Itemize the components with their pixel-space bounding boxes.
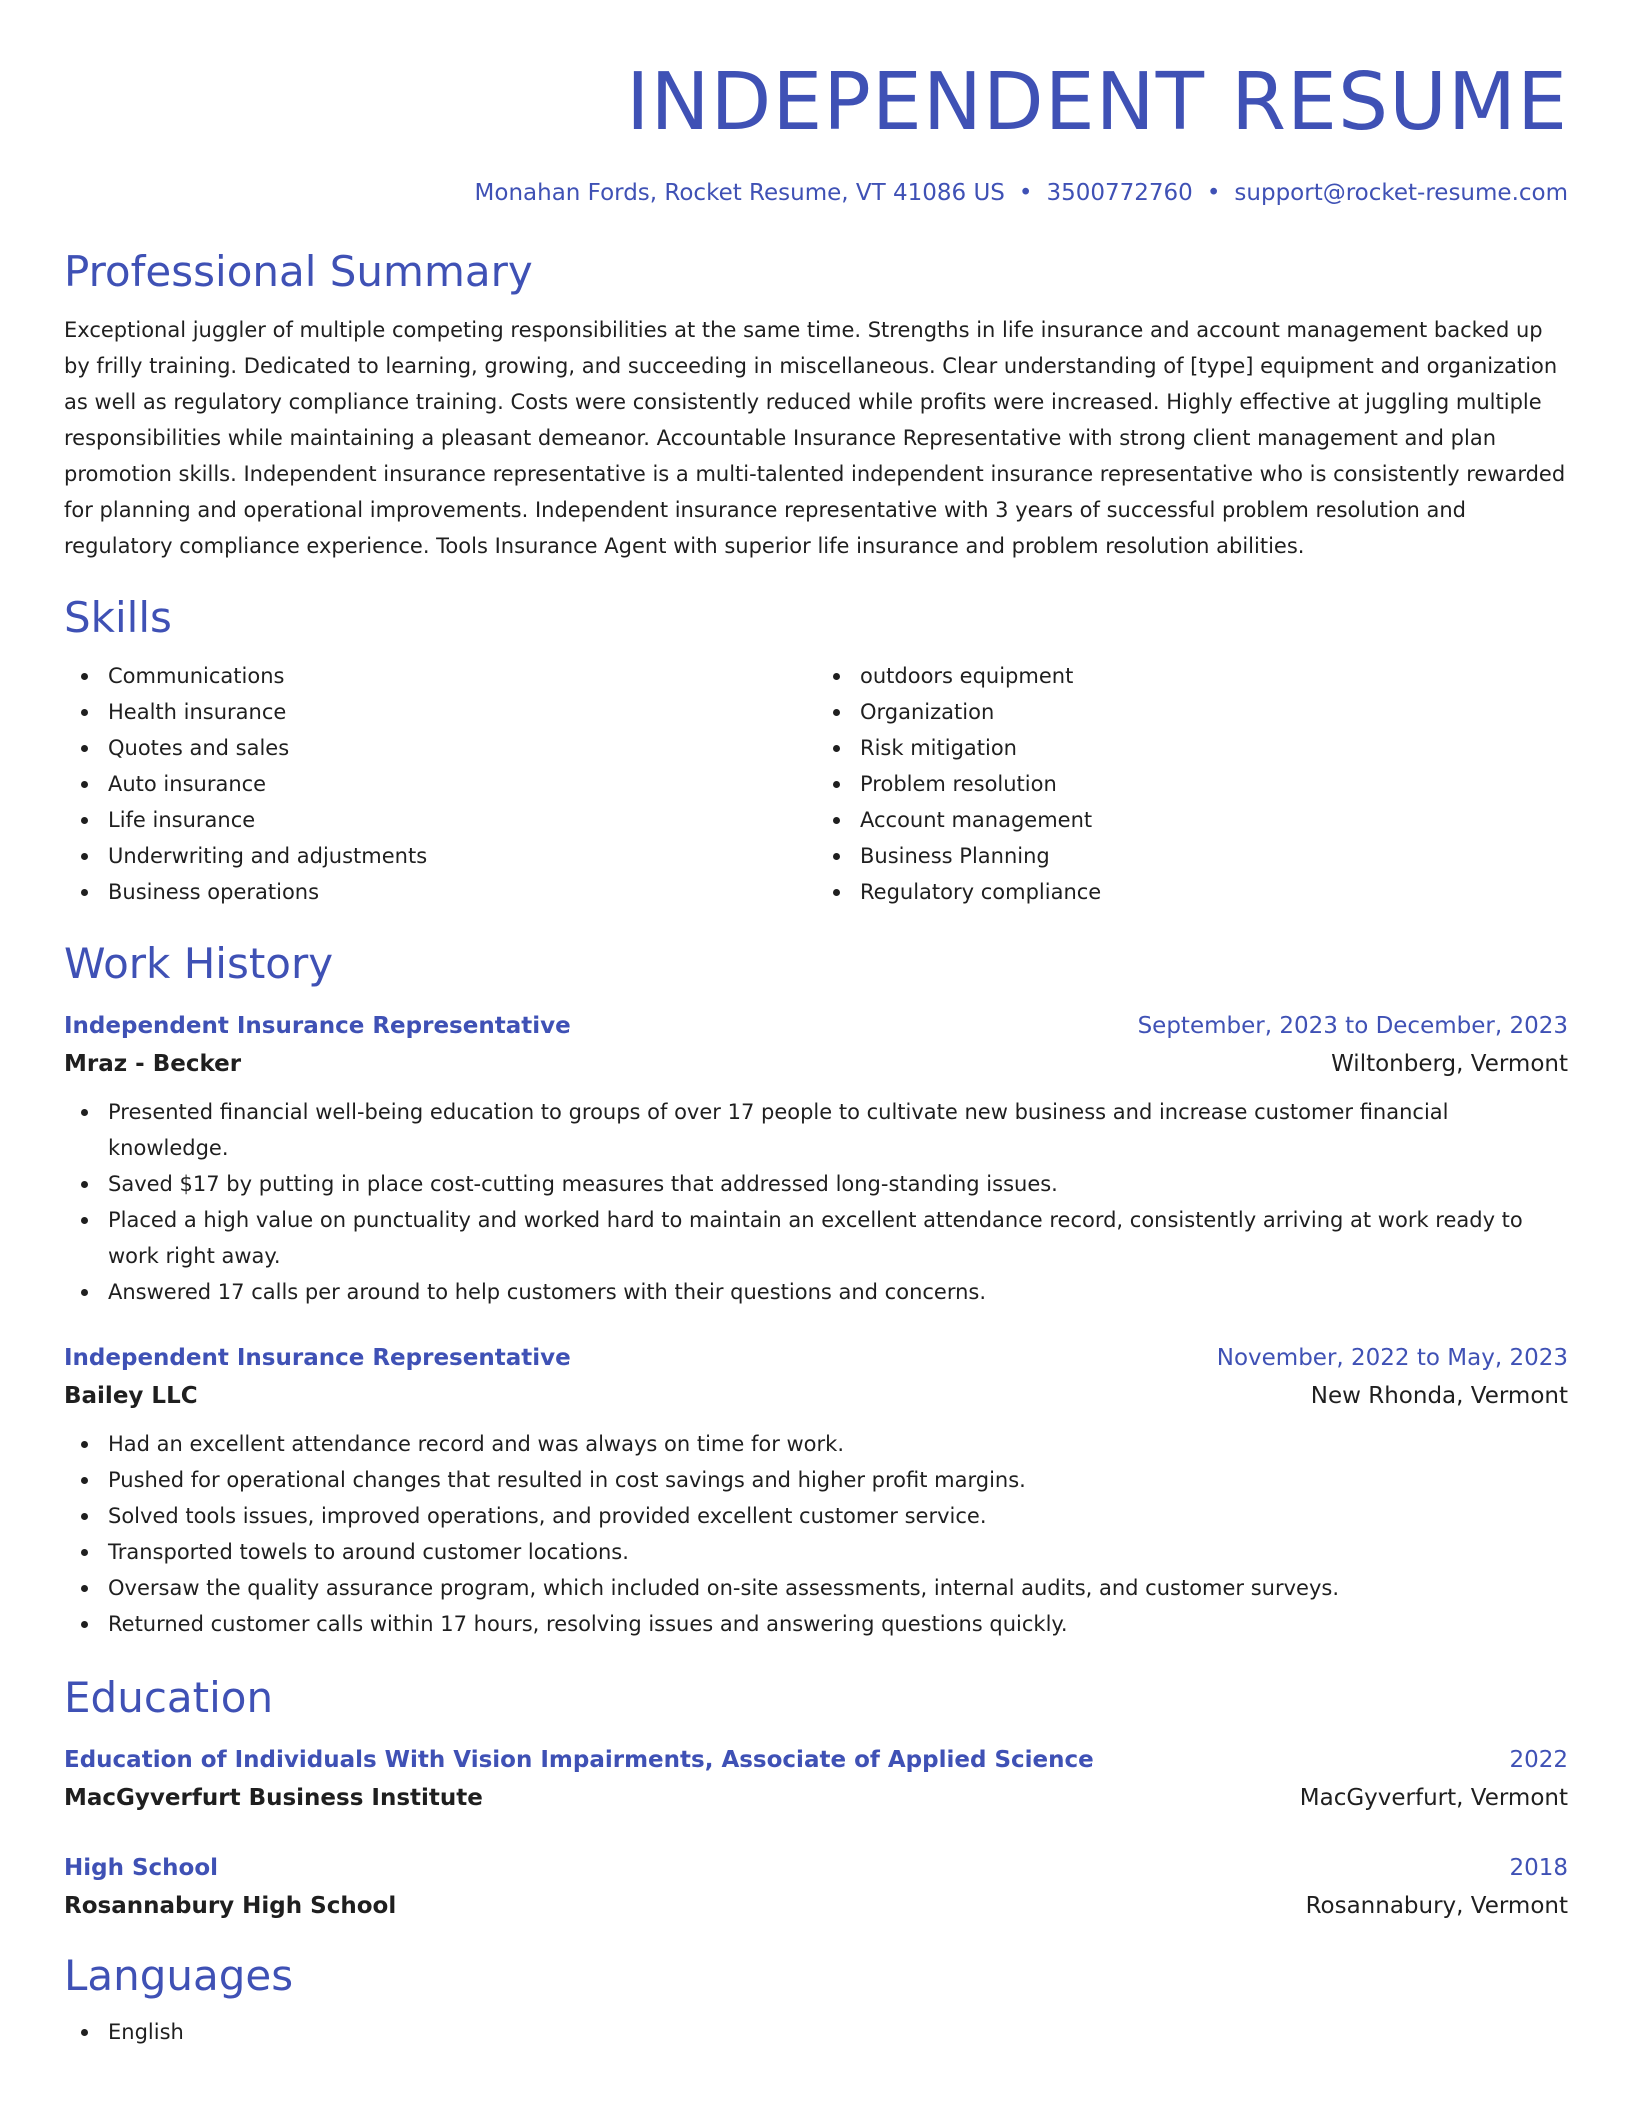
- education-heading: Education: [64, 1673, 274, 1722]
- job-title: Independent Insurance Representative: [64, 1345, 571, 1371]
- list-item: Oversaw the quality assurance program, which included on-site assessments, internal audits, and customer surveys.: [108, 1570, 1568, 1606]
- skills-column-right: [816, 658, 1568, 910]
- degree-name: Education of Individuals With Vision Impairments, Associate of Applied Science: [64, 1747, 1094, 1773]
- graduation-year: 2022: [1509, 1747, 1568, 1773]
- work-entry: [64, 1340, 1568, 1642]
- skill-item: Health insurance: [108, 694, 816, 730]
- work-entry-header: [64, 1008, 1568, 1044]
- work-entry-subheader: [64, 1044, 1568, 1084]
- skill-item: Risk mitigation: [860, 730, 1568, 766]
- skills-column-left: [64, 658, 816, 910]
- list-item: Saved $17 by putting in place cost-cutting measures that addressed long-standing issues.: [108, 1166, 1568, 1202]
- skill-item: Business operations: [108, 874, 816, 910]
- languages-heading: Languages: [64, 1951, 294, 2000]
- candidate-name: INDEPENDENT RESUME: [626, 56, 1568, 148]
- work-entry-header: [64, 1340, 1568, 1376]
- work-history-heading: Work History: [64, 939, 334, 988]
- language-item: English: [108, 2014, 1568, 2050]
- list-item: Solved tools issues, improved operations, and provided excellent customer service.: [108, 1498, 1568, 1534]
- list-item: Answered 17 calls per around to help customers with their questions and concerns.: [108, 1274, 1568, 1310]
- list-item: Returned customer calls within 17 hours, resolving issues and answering questions quickly.: [108, 1606, 1568, 1642]
- list-item: Pushed for operational changes that resulted in cost savings and higher profit margins.: [108, 1462, 1568, 1498]
- list-item: Transported towels to around customer locations.: [108, 1534, 1568, 1570]
- contact-address: Monahan Fords, Rocket Resume, VT 41086 US: [474, 180, 1005, 206]
- summary-text: Exceptional juggler of multiple competing responsibilities at the same time. Strengths in life insurance and account management backed up by frilly training. Dedicated to learning, growing, and succeeding in miscellaneous. Clear understanding of [type] equipment and organization as well as regulatory compliance training. Costs were consistently reduced while profits were increased. Highly effective at juggling multiple responsibilities while maintaining a pleasant demeanor. Accountable Insurance Representative with strong client management and plan promotion skills. Independent insurance representative is a multi-talented independent insurance representative who is consistently rewarded for planning and operational improvements. Independent insurance representative with 3 years of successful problem resolution and regulatory compliance experience. Tools Insurance Agent with superior life insurance and problem resolution abilities.: [64, 318, 1566, 558]
- job-responsibilities: [64, 1426, 1568, 1642]
- school-name: MacGyverfurt Business Institute: [64, 1785, 483, 1811]
- graduation-year: 2018: [1509, 1855, 1568, 1881]
- degree-name: High School: [64, 1855, 219, 1881]
- education-entry: [64, 1742, 1568, 1818]
- contact-email[interactable]: support@rocket-resume.com: [1234, 180, 1568, 206]
- skill-item: Organization: [860, 694, 1568, 730]
- languages-list: [64, 2014, 1568, 2050]
- company-name: Bailey LLC: [64, 1383, 198, 1409]
- job-location: Wiltonberg, Vermont: [1331, 1051, 1568, 1077]
- skill-item: Problem resolution: [860, 766, 1568, 802]
- education-entry-header: [64, 1850, 1568, 1886]
- list-item: Placed a high value on punctuality and worked hard to maintain an excellent attendance record, consistently arriving at work ready to work right away.: [108, 1202, 1568, 1274]
- education-entry-header: [64, 1742, 1568, 1778]
- skill-item: Communications: [108, 658, 816, 694]
- skill-item: Account management: [860, 802, 1568, 838]
- skill-item: Auto insurance: [108, 766, 816, 802]
- skill-item: Business Planning: [860, 838, 1568, 874]
- contact-separator: •: [1018, 180, 1033, 206]
- contact-separator: •: [1206, 180, 1221, 206]
- school-name: Rosannabury High School: [64, 1893, 397, 1919]
- job-location: New Rhonda, Vermont: [1310, 1383, 1568, 1409]
- job-dates: September, 2023 to December, 2023: [1137, 1013, 1568, 1039]
- skill-item: Regulatory compliance: [860, 874, 1568, 910]
- skills-heading: Skills: [64, 593, 172, 642]
- education-entry-subheader: [64, 1778, 1568, 1818]
- job-responsibilities: [64, 1094, 1568, 1310]
- skill-item: Life insurance: [108, 802, 816, 838]
- education-entry-subheader: [64, 1886, 1568, 1926]
- work-entry-subheader: [64, 1376, 1568, 1416]
- school-location: MacGyverfurt, Vermont: [1299, 1785, 1568, 1811]
- work-entry: [64, 1008, 1568, 1310]
- education-entry: [64, 1850, 1568, 1926]
- school-location: Rosannabury, Vermont: [1305, 1893, 1568, 1919]
- contact-line: [64, 178, 1568, 208]
- skill-item: outdoors equipment: [860, 658, 1568, 694]
- summary-heading: Professional Summary: [64, 247, 533, 296]
- skill-item: Quotes and sales: [108, 730, 816, 766]
- skills-list: [64, 658, 1568, 910]
- contact-phone: 3500772760: [1046, 180, 1193, 206]
- job-title: Independent Insurance Representative: [64, 1013, 571, 1039]
- list-item: Had an excellent attendance record and was always on time for work.: [108, 1426, 1568, 1462]
- list-item: Presented financial well-being education to groups of over 17 people to cultivate new business and increase customer financial knowledge.: [108, 1094, 1568, 1166]
- company-name: Mraz - Becker: [64, 1051, 242, 1077]
- job-dates: November, 2022 to May, 2023: [1216, 1345, 1568, 1371]
- skill-item: Underwriting and adjustments: [108, 838, 816, 874]
